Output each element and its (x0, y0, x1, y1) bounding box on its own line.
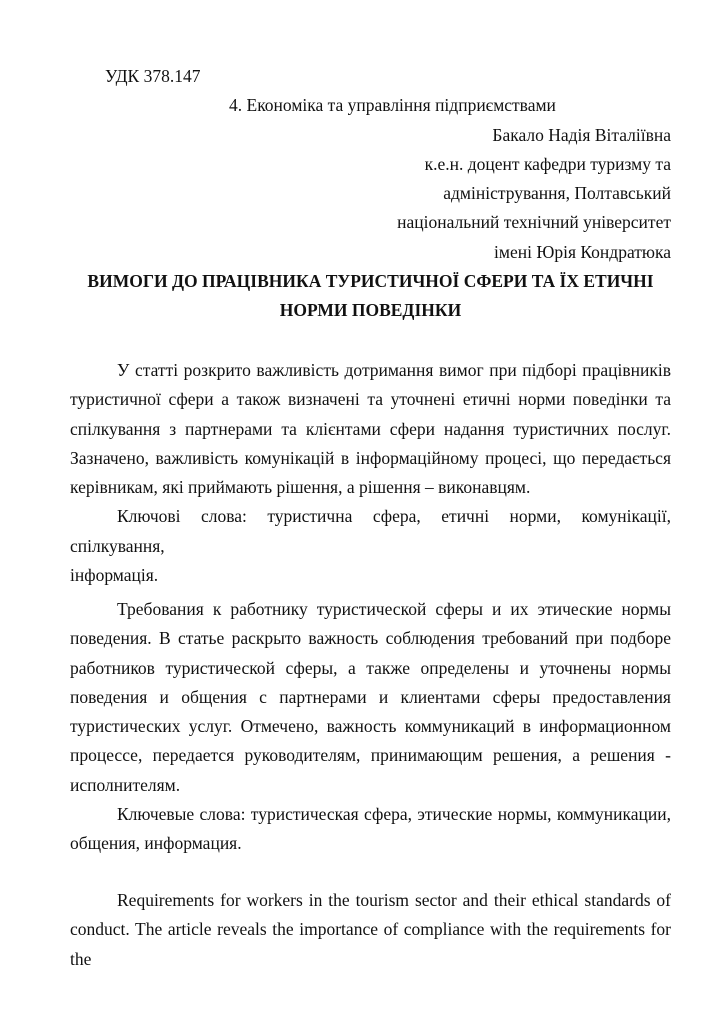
abstract-english (70, 886, 671, 974)
abstract-russian (70, 595, 671, 859)
abstract-line: туристичної сфери а також визначені та уточнені етичні норми поведінки та (70, 389, 671, 410)
author-affiliation: к.е.н. доцент кафедри туризму та (424, 153, 671, 174)
abstract-line: Requirements for workers in the tourism sector and their ethical standards of (117, 890, 671, 910)
header-block (70, 62, 671, 326)
author-name: Бакало Надія Віталіївна (492, 124, 671, 145)
abstract-line: туристических услуг. Отмечено, важность коммуникаций в информационном (70, 716, 671, 737)
abstract-line: conduct. The article reveals the importance of compliance with the requirements for the (70, 919, 671, 969)
article-title: НОРМИ ПОВЕДІНКИ (279, 300, 462, 321)
abstract-line: поведения и общения с партнерами и клиентами сферы предоставления (70, 686, 671, 707)
abstract-line: поведения. В статье раскрыто важность соблюдения требований при подборе (70, 628, 671, 649)
article-title: ВИМОГИ ДО ПРАЦІВНИКА ТУРИСТИЧНОЇ СФЕРИ ТА ЇХ ЕТИЧНІ (87, 271, 654, 292)
keywords-line: Ключові слова: туристична сфера, етичні норми, комунікації, спілкування, (70, 506, 671, 556)
abstract-ukrainian (70, 356, 671, 590)
author-affiliation: імені Юрія Кондратюка (494, 241, 671, 262)
udc-code: УДК 378.147 (105, 66, 201, 86)
abstract-line: У статті розкрито важливість дотримання вимог при підборі працівників (117, 360, 671, 380)
author-affiliation: національний технічний університет (397, 212, 671, 233)
abstract-line: Зазначено, важливість комунікацій в інформаційному процесі, що передається (70, 447, 671, 468)
abstract-line: процессе, передается руководителям, принимающим решения, а решения - (70, 745, 671, 766)
keywords-line: інформація. (70, 565, 159, 586)
section-heading: 4. Економіка та управління підприємствами (229, 95, 556, 116)
abstract-line: Требования к работнику туристической сферы и их этические нормы (117, 599, 671, 619)
abstract-line: работников туристической сферы, а также определены и уточнены нормы (70, 657, 671, 678)
keywords-line: общения, информация. (70, 833, 242, 854)
abstract-line: исполнителям. (70, 774, 181, 795)
author-affiliation: адміністрування, Полтавський (443, 183, 671, 204)
keywords-line: Ключевые слова: туристическая сфера, этические нормы, коммуникации, (117, 804, 671, 825)
abstract-line: керівникам, які приймають рішення, а рішення – виконавцям. (70, 477, 531, 498)
abstract-line: спілкування з партнерами та клієнтами сфери надання туристичних послуг. (70, 418, 671, 439)
